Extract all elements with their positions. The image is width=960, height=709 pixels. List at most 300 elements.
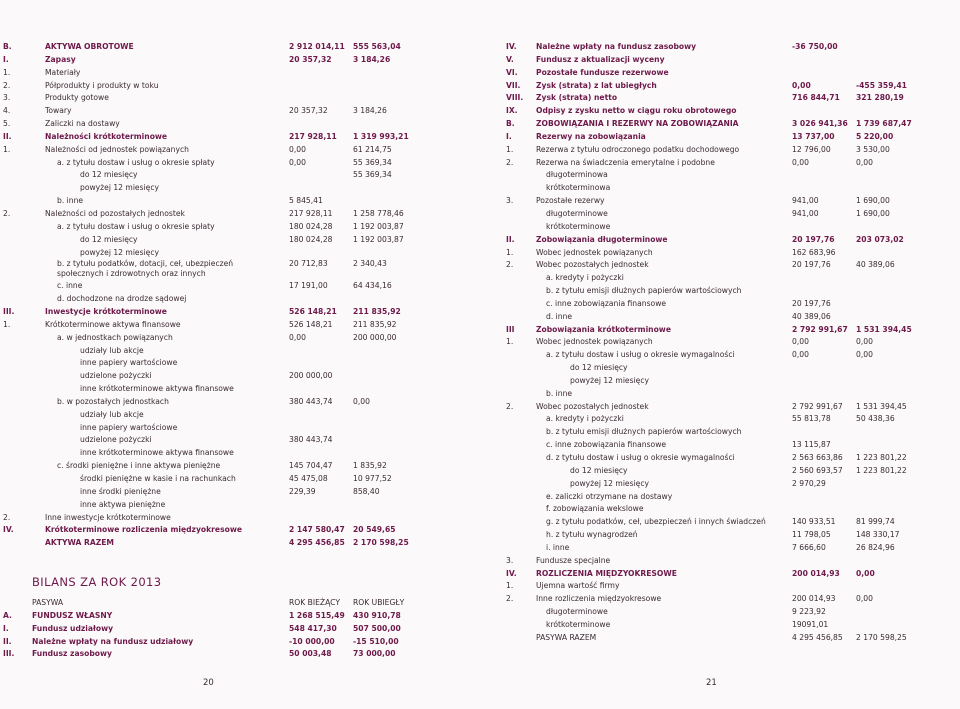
- previous-year-value: 0,00: [856, 594, 873, 604]
- row-label: b. w pozostałych jednostkach: [57, 396, 169, 406]
- table-row: [0, 41, 480, 54]
- table-row: [480, 491, 960, 504]
- pasywa-header-table: [0, 597, 480, 661]
- row-label: Materiały: [45, 67, 81, 77]
- previous-year-value: 1 258 778,46: [353, 208, 404, 218]
- table-row: [0, 221, 480, 234]
- row-label: Należności od jednostek powiązanych: [45, 144, 189, 154]
- table-row: [0, 345, 480, 358]
- previous-year-value: 211 835,92: [353, 307, 401, 317]
- table-row: [480, 131, 960, 144]
- previous-year-value: 3 184,26: [353, 106, 387, 116]
- row-label: Zobowiązania długoterminowe: [536, 234, 668, 244]
- previous-year-value: 321 280,19: [856, 93, 904, 103]
- current-year-value: 20 197,76: [792, 260, 831, 270]
- previous-year-value: 555 563,04: [353, 42, 401, 51]
- row-number: 2.: [506, 157, 514, 167]
- table-row: [480, 388, 960, 401]
- row-label: c. inne: [57, 281, 83, 291]
- table-row: [0, 80, 480, 93]
- previous-year-value: 20 549,65: [353, 525, 396, 535]
- row-label: środki pieniężne w kasie i na rachunkach: [80, 474, 236, 483]
- previous-year-value: 1 223 801,22: [856, 465, 907, 475]
- previous-year-value: 507 500,00: [353, 623, 401, 633]
- table-row: [0, 460, 480, 473]
- row-label: Towary: [45, 106, 72, 116]
- current-year-value: 229,39: [289, 486, 316, 496]
- table-row: [0, 92, 480, 105]
- current-year-value: 217 928,11: [289, 208, 333, 218]
- current-year-value: 13 115,87: [792, 440, 831, 450]
- previous-year-value: 10 977,52: [353, 474, 392, 483]
- row-label: i. inne: [546, 542, 570, 552]
- row-label: b. z tytułu emisji dłużnych papierów wartościowych: [546, 286, 742, 296]
- current-year-value: 180 024,28: [289, 221, 333, 231]
- table-row: [0, 157, 480, 170]
- row-number: 4.: [3, 106, 11, 116]
- table-row: [480, 619, 960, 632]
- table-row: [0, 370, 480, 383]
- table-row: [0, 623, 480, 636]
- table-row: [0, 396, 480, 409]
- row-label: do 12 miesięcy: [570, 363, 628, 373]
- row-label: ROZLICZENIA MIĘDZYOKRESOWE: [536, 568, 677, 578]
- table-row: [480, 529, 960, 542]
- table-row: [480, 593, 960, 606]
- current-year-value: 45 475,08: [289, 474, 328, 483]
- table-row: [480, 580, 960, 593]
- table-row: [480, 234, 960, 247]
- row-label: powyżej 12 miesięcy: [570, 375, 650, 385]
- previous-year-value: 148 330,17: [856, 530, 900, 540]
- row-label: a. z tytułu dostaw i usług o okresie wymagalności: [546, 350, 735, 360]
- current-year-value: 5 845,41: [289, 196, 323, 206]
- previous-year-value: 1 192 003,87: [353, 221, 404, 231]
- table-row: [480, 426, 960, 439]
- row-label: Fundusze specjalne: [536, 555, 611, 565]
- previous-year-value: 200 000,00: [353, 332, 397, 342]
- table-row: [480, 247, 960, 260]
- current-year-value: 2 970,29: [792, 478, 826, 488]
- table-row: [480, 375, 960, 388]
- page-number-left: 20: [203, 678, 214, 688]
- previous-year-value: 1 690,00: [856, 208, 890, 218]
- row-number: VI.: [506, 67, 518, 77]
- table-row: [0, 486, 480, 499]
- row-label: udzielone pożyczki: [80, 371, 152, 381]
- row-label: b. inne: [546, 388, 573, 398]
- table-row: [480, 632, 960, 645]
- current-year-value: 20 197,76: [792, 298, 831, 308]
- table-row: [0, 195, 480, 208]
- current-year-value: 145 704,47: [289, 461, 333, 471]
- table-row: [480, 259, 960, 272]
- current-year-value: 2 912 014,11: [289, 42, 345, 51]
- current-year-value: 4 295 456,85: [289, 538, 345, 548]
- current-year-value: 217 928,11: [289, 131, 337, 141]
- current-year-value: 11 798,05: [792, 530, 831, 540]
- table-row: [0, 447, 480, 460]
- current-year-value: 20 712,83: [289, 259, 328, 269]
- table-row: [0, 537, 480, 550]
- previous-year-value: 0,00: [856, 157, 873, 167]
- current-year-value: 17 191,00: [289, 281, 328, 291]
- previous-year-value: 0,00: [856, 337, 873, 347]
- row-label: krótkoterminowa: [546, 183, 611, 193]
- previous-year-value: 55 369,34: [353, 157, 392, 167]
- current-year-value: 2 792 991,67: [792, 324, 848, 334]
- row-label: Zysk (strata) netto: [536, 93, 618, 103]
- current-year-value: 2 147 580,47: [289, 525, 345, 535]
- table-row: [0, 247, 480, 260]
- previous-year-value: 0,00: [856, 568, 875, 578]
- table-row: [480, 285, 960, 298]
- row-number: III.: [3, 649, 15, 659]
- table-row: [0, 499, 480, 512]
- row-label: AKTYWA OBROTOWE: [45, 42, 134, 51]
- row-number: 1.: [3, 319, 11, 329]
- previous-year-value: 858,40: [353, 486, 380, 496]
- previous-year-value: 1 319 993,21: [353, 131, 409, 141]
- table-row: [480, 606, 960, 619]
- table-row: [0, 524, 480, 537]
- row-label: powyżej 12 miesięcy: [570, 478, 650, 488]
- current-year-value: 200 014,93: [792, 568, 840, 578]
- table-row: [480, 478, 960, 491]
- row-number: A.: [3, 610, 12, 620]
- row-label: FUNDUSZ WŁASNY: [32, 610, 113, 620]
- table-row: [0, 54, 480, 67]
- current-year-value: 55 813,78: [792, 414, 831, 424]
- row-label: Fundusz z aktualizacji wyceny: [536, 54, 665, 64]
- current-year-value: 7 666,60: [792, 542, 826, 552]
- table-row: [480, 272, 960, 285]
- previous-year-value: -15 510,00: [353, 636, 399, 646]
- current-year-value: 20 357,32: [289, 54, 332, 64]
- row-number: 5.: [3, 119, 11, 129]
- table-row: [480, 208, 960, 221]
- table-row: [0, 259, 480, 280]
- table-row: [480, 298, 960, 311]
- current-year-value: 2 792 991,67: [792, 401, 843, 411]
- right-page: [480, 0, 960, 709]
- table-row: [0, 512, 480, 525]
- table-row: [480, 439, 960, 452]
- table-row: [480, 336, 960, 349]
- previous-year-value: 2 340,43: [353, 259, 387, 269]
- row-number: II.: [3, 636, 12, 646]
- table-row: [0, 409, 480, 422]
- table-row: [0, 434, 480, 447]
- table-row: [0, 422, 480, 435]
- current-year-value: 40 389,06: [792, 311, 831, 321]
- row-label: Należne wpłaty na fundusz zasobowy: [536, 42, 697, 51]
- row-label: Półprodukty i produkty w toku: [45, 80, 159, 90]
- current-year-value: 941,00: [792, 196, 819, 206]
- row-number: VIII.: [506, 93, 524, 103]
- row-label: powyżej 12 miesięcy: [80, 247, 160, 257]
- previous-year-value: 1 223 801,22: [856, 453, 907, 462]
- table-row: [480, 169, 960, 182]
- table-row: [480, 542, 960, 555]
- current-year-value: 0,00: [792, 157, 809, 167]
- table-row: [0, 636, 480, 649]
- row-number: II.: [506, 234, 515, 244]
- previous-year-value: -455 359,41: [856, 80, 907, 90]
- row-number: I.: [3, 54, 9, 64]
- row-label: d. dochodzone na drodze sądowej: [57, 294, 187, 304]
- row-number: 3.: [506, 555, 514, 565]
- table-row: [480, 182, 960, 195]
- previous-year-value: 40 389,06: [856, 260, 895, 270]
- previous-year-value: 26 824,96: [856, 542, 895, 552]
- current-year-value: 4 295 456,85: [792, 632, 843, 642]
- table-row: [480, 144, 960, 157]
- row-label: e. zaliczki otrzymane na dostawy: [546, 491, 673, 501]
- current-year-value: 20 197,76: [792, 234, 835, 244]
- row-label: Ujemna wartość firmy: [536, 581, 620, 591]
- row-number: 3.: [506, 196, 514, 206]
- row-number: 1.: [3, 67, 11, 77]
- current-year-value: 200 014,93: [792, 594, 836, 604]
- row-label: Krótkoterminowe rozliczenia międzyokresowe: [45, 525, 242, 535]
- table-row: [0, 332, 480, 345]
- row-label: d. z tytułu dostaw i usług o okresie wymagalności: [546, 453, 735, 462]
- row-label: Zapasy: [45, 54, 76, 64]
- row-label: do 12 miesięcy: [570, 465, 628, 475]
- row-number: III: [506, 324, 515, 334]
- row-number: III.: [3, 307, 15, 317]
- current-year-value: 526 148,21: [289, 319, 333, 329]
- row-label: inne papiery wartościowe: [80, 358, 178, 368]
- table-row: [0, 234, 480, 247]
- previous-year-value: 55 369,34: [353, 170, 392, 180]
- previous-year-value: 1 192 003,87: [353, 234, 404, 244]
- current-year-value: -10 000,00: [289, 636, 335, 646]
- row-label: krótkoterminowe: [546, 619, 611, 629]
- row-label: inne aktywa pieniężne: [80, 499, 166, 509]
- row-label: Należne wpłaty na fundusz udziałowy: [32, 636, 194, 646]
- row-label: inne krótkoterminowe aktywa finansowe: [80, 384, 234, 394]
- row-label: Krótkoterminowe aktywa finansowe: [45, 319, 181, 329]
- row-label: Produkty gotowe: [45, 93, 109, 103]
- table-row: [0, 383, 480, 396]
- row-label: Rezerwa na świadczenia emerytalne i podobne: [536, 157, 715, 167]
- row-number: VII.: [506, 80, 521, 90]
- current-year-value: 380 443,74: [289, 435, 333, 445]
- current-year-value: 180 024,28: [289, 234, 333, 244]
- row-label: długoterminowa: [546, 170, 608, 180]
- row-number: B.: [3, 42, 12, 51]
- current-year-value: 2 563 663,86: [792, 453, 843, 462]
- row-label: AKTYWA RAZEM: [45, 538, 114, 548]
- row-label: Pozostałe fundusze rezerwowe: [536, 67, 669, 77]
- row-label: h. z tytułu wynagrodzeń: [546, 530, 638, 540]
- row-label: Wobec pozostałych jednostek: [536, 401, 649, 411]
- row-number: 1.: [506, 144, 514, 154]
- current-year-value: 9 223,92: [792, 607, 826, 617]
- current-year-value: 12 796,00: [792, 144, 831, 154]
- previous-year-value: 211 835,92: [353, 319, 397, 329]
- previous-year-value: 3 530,00: [856, 144, 890, 154]
- row-label: udziały lub akcje: [80, 345, 144, 355]
- previous-year-value: ROK UBIEGŁY: [353, 598, 405, 607]
- current-year-value: 1 268 515,49: [289, 610, 345, 620]
- current-year-value: 19091,01: [792, 619, 829, 629]
- row-number: I.: [3, 623, 9, 633]
- row-label: a. z tytułu dostaw i usług o okresie spłaty: [57, 221, 215, 231]
- row-number: IV.: [3, 525, 14, 535]
- table-row: [0, 182, 480, 195]
- table-row: [0, 118, 480, 131]
- row-label: a. w jednostkach powiązanych: [57, 332, 173, 342]
- table-row: [0, 131, 480, 144]
- table-row: [0, 610, 480, 623]
- previous-year-value: 50 438,36: [856, 414, 895, 424]
- row-label: Odpisy z zysku netto w ciągu roku obrotowego: [536, 106, 737, 116]
- current-year-value: 0,00: [792, 337, 809, 347]
- previous-year-value: 1 835,92: [353, 461, 387, 471]
- row-label: krótkoterminowe: [546, 221, 611, 231]
- current-year-value: 0,00: [792, 350, 809, 360]
- table-row: [480, 311, 960, 324]
- table-row: [480, 54, 960, 67]
- pasywa-table: [480, 41, 960, 645]
- previous-year-value: 5 220,00: [856, 131, 894, 141]
- row-number: 1.: [3, 144, 11, 154]
- table-row: [0, 473, 480, 486]
- row-label: powyżej 12 miesięcy: [80, 183, 160, 193]
- row-label: długoterminowe: [546, 208, 608, 218]
- row-number: V.: [506, 54, 514, 64]
- row-number: IV.: [506, 42, 517, 51]
- current-year-value: 941,00: [792, 208, 819, 218]
- current-year-value: 2 560 693,57: [792, 465, 843, 475]
- row-number: 2.: [506, 594, 514, 604]
- table-row: [0, 144, 480, 157]
- previous-year-value: 0,00: [856, 350, 873, 360]
- current-year-value: 140 933,51: [792, 517, 836, 527]
- row-number: 3.: [3, 93, 11, 103]
- row-label: f. zobowiązania wekslowe: [546, 504, 644, 514]
- row-label: d. inne: [546, 311, 573, 321]
- table-row: [0, 105, 480, 118]
- row-label: Zysk (strata) z lat ubiegłych: [536, 80, 657, 90]
- current-year-value: 200 000,00: [289, 371, 333, 381]
- previous-year-value: 81 999,74: [856, 517, 895, 527]
- row-label: udziały lub akcje: [80, 409, 144, 419]
- row-label: b. z tytułu emisji dłużnych papierów wartościowych: [546, 427, 742, 437]
- row-label: do 12 miesięcy: [80, 170, 138, 180]
- table-row: [0, 306, 480, 319]
- current-year-value: 20 357,32: [289, 106, 328, 116]
- row-label: PASYWA RAZEM: [536, 632, 597, 642]
- table-row: [0, 169, 480, 182]
- page-number-right: 21: [706, 678, 717, 688]
- row-label: Wobec jednostek powiązanych: [536, 337, 653, 347]
- previous-year-value: 430 910,78: [353, 610, 401, 620]
- previous-year-value: 1 531 394,45: [856, 401, 907, 411]
- table-row: [0, 648, 480, 661]
- table-row: [480, 516, 960, 529]
- previous-year-value: 61 214,75: [353, 144, 392, 154]
- row-label: Inne rozliczenia międzyokresowe: [536, 594, 662, 604]
- current-year-value: 50 003,48: [289, 649, 332, 659]
- row-number: 2.: [3, 512, 11, 522]
- table-row: [480, 324, 960, 337]
- row-label: a. z tytułu dostaw i usług o okresie spłaty: [57, 157, 215, 167]
- row-label: c. inne zobowiązania finansowe: [546, 298, 667, 308]
- row-label: Należności od pozostałych jednostek: [45, 208, 185, 218]
- row-label: Inwestycje krótkoterminowe: [45, 307, 167, 317]
- row-label: c. inne zobowiązania finansowe: [546, 440, 667, 450]
- row-label: b. inne: [57, 196, 84, 206]
- row-number: 2.: [506, 401, 514, 411]
- previous-year-value: 1 531 394,45: [856, 324, 912, 334]
- aktywa-table: [0, 41, 480, 550]
- row-label: Należności krótkoterminowe: [45, 131, 168, 141]
- row-label: długoterminowe: [546, 607, 608, 617]
- current-year-value: 380 443,74: [289, 396, 333, 406]
- row-label: Zobowiązania krótkoterminowe: [536, 324, 671, 334]
- table-row: [0, 67, 480, 80]
- row-label: Rezerwy na zobowiązania: [536, 131, 646, 141]
- table-row: [480, 92, 960, 105]
- row-label: PASYWA: [32, 598, 64, 607]
- table-row: [0, 280, 480, 293]
- table-row: [480, 67, 960, 80]
- row-number: IV.: [506, 568, 517, 578]
- row-label: inne środki pieniężne: [80, 486, 161, 496]
- table-row: [480, 157, 960, 170]
- current-year-value: 548 417,30: [289, 623, 337, 633]
- table-row: [480, 105, 960, 118]
- table-row: [480, 465, 960, 478]
- row-label: udzielone pożyczki: [80, 435, 152, 445]
- row-number: 2.: [3, 80, 11, 90]
- row-label: Fundusz udziałowy: [32, 623, 114, 633]
- row-number: 1.: [506, 337, 514, 347]
- previous-year-value: 64 434,16: [353, 281, 392, 291]
- row-number: B.: [506, 119, 515, 129]
- current-year-value: 3 026 941,36: [792, 119, 848, 129]
- table-row: [480, 555, 960, 568]
- table-row: [480, 349, 960, 362]
- current-year-value: 0,00: [289, 332, 306, 342]
- row-number: 1.: [506, 247, 514, 257]
- table-row: [480, 568, 960, 581]
- current-year-value: -36 750,00: [792, 42, 838, 51]
- row-label: do 12 miesięcy: [80, 234, 138, 244]
- row-label: Inne inwestycje krótkoterminowe: [45, 512, 171, 522]
- row-label: Fundusz zasobowy: [32, 649, 112, 659]
- row-number: II.: [3, 131, 12, 141]
- row-label: b. z tytułu podatków, dotacji, ceł, ubezpieczeń społecznych i zdrowotnych oraz innych: [57, 259, 234, 278]
- current-year-value: 0,00: [289, 144, 306, 154]
- row-number: IX.: [506, 106, 518, 116]
- table-row: [0, 597, 480, 610]
- table-row: [0, 357, 480, 370]
- table-row: [480, 503, 960, 516]
- row-label: a. kredyty i pożyczki: [546, 414, 624, 424]
- table-row: [480, 452, 960, 465]
- previous-year-value: 0,00: [353, 396, 370, 406]
- table-row: [480, 362, 960, 375]
- current-year-value: 0,00: [289, 157, 306, 167]
- row-number: 1.: [506, 581, 514, 591]
- row-number: I.: [506, 131, 512, 141]
- table-row: [0, 319, 480, 332]
